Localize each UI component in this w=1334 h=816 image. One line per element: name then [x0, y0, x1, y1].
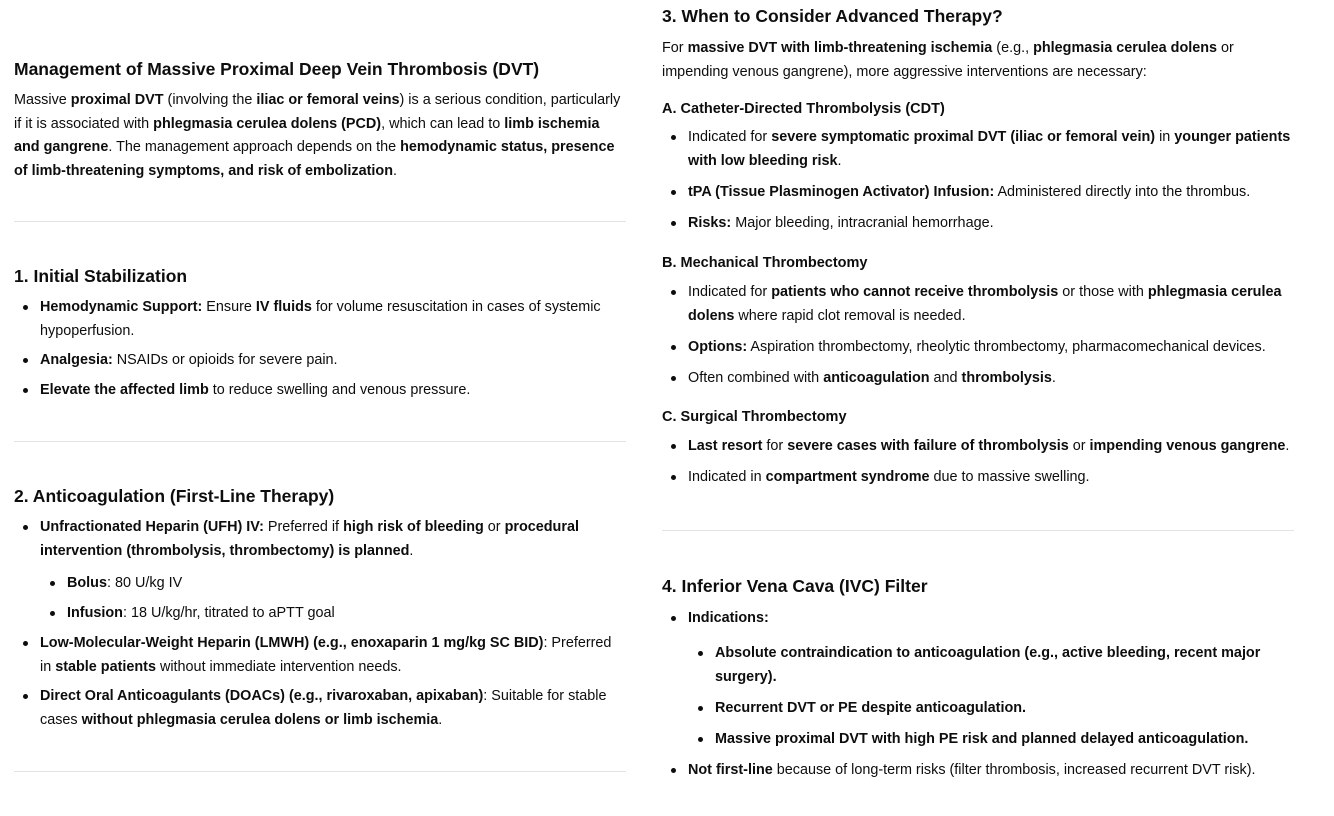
subheading-surgical-thrombectomy: C. Surgical Thrombectomy: [662, 409, 847, 425]
list-item: tPA (Tissue Plasminogen Activator) Infusion: Administered directly into the thrombus.: [688, 181, 1294, 205]
list-item: Risks: Major bleeding, intracranial hemorrhage.: [688, 212, 1294, 236]
list-item: Analgesia: NSAIDs or opioids for severe pain.: [40, 349, 626, 373]
list-item: Last resort for severe cases with failure of thrombolysis or impending venous gangrene.: [688, 435, 1294, 459]
divider: [662, 530, 1294, 531]
sub-list-item: Massive proximal DVT with high PE risk and planned delayed anticoagulation.: [715, 728, 1294, 752]
list-item: Indicated for patients who cannot receive thrombolysis or those with phlegmasia cerulea dolens where rapid clot removal is needed.: [688, 281, 1294, 328]
sub-list-item: Absolute contraindication to anticoagulation (e.g., active bleeding, recent major surgery).: [715, 642, 1294, 689]
list-item: Indicated in compartment syndrome due to massive swelling.: [688, 466, 1294, 490]
section-heading-ivc-filter: 4. Inferior Vena Cava (IVC) Filter: [662, 576, 928, 596]
list-item: Low-Molecular-Weight Heparin (LMWH) (e.g., enoxaparin 1 mg/kg SC BID): Preferred in stable patients without immediate intervention needs.: [40, 632, 626, 679]
list-item: Direct Oral Anticoagulants (DOACs) (e.g., rivaroxaban, apixaban): Suitable for stable cases without phlegmasia cerulea dolens or limb ischemia.: [40, 685, 626, 732]
page-title: Management of Massive Proximal Deep Vein Thrombosis (DVT): [14, 59, 540, 79]
list-item: Options: Aspiration thrombectomy, rheolytic thrombectomy, pharmacomechanical devices.: [688, 336, 1294, 360]
list-item: Indicated for severe symptomatic proximal DVT (iliac or femoral vein) in younger patients with low bleeding risk.: [688, 126, 1294, 173]
section-heading-advanced-therapy: 3. When to Consider Advanced Therapy?: [662, 6, 1003, 26]
list-item: Elevate the affected limb to reduce swelling and venous pressure.: [40, 379, 626, 403]
subheading-mechanical-thrombectomy: B. Mechanical Thrombectomy: [662, 255, 868, 271]
subheading-cdt: A. Catheter-Directed Thrombolysis (CDT): [662, 101, 945, 117]
sub-list-item: Bolus: 80 U/kg IV: [67, 572, 626, 596]
list-item: Not first-line because of long-term risks (filter thrombosis, increased recurrent DVT risk).: [688, 759, 1294, 783]
section-heading-initial-stabilization: 1. Initial Stabilization: [14, 266, 188, 286]
sub-list-item: Recurrent DVT or PE despite anticoagulation.: [715, 697, 1294, 721]
divider: [14, 441, 626, 442]
divider: [14, 221, 626, 222]
list-item: Hemodynamic Support: Ensure IV fluids for volume resuscitation in cases of systemic hypoperfusion.: [40, 296, 626, 343]
intro-paragraph: Massive proximal DVT (involving the iliac or femoral veins) is a serious condition, particularly if it is associated with phlegmasia cerulea dolens (PCD), which can lead to limb ischemia and gangrene. The management approach depends on the hemodynamic status, presence of limb-threatening symptoms, and risk of embolization.: [14, 92, 621, 179]
section-heading-anticoagulation: 2. Anticoagulation (First-Line Therapy): [14, 486, 335, 506]
sub-list-item: Infusion: 18 U/kg/hr, titrated to aPTT goal: [67, 602, 626, 626]
list-item: Often combined with anticoagulation and thrombolysis.: [688, 367, 1294, 391]
list-item: Indications:: [688, 607, 1294, 631]
divider: [14, 771, 626, 772]
advanced-therapy-intro: For massive DVT with limb-threatening ischemia (e.g., phlegmasia cerulea dolens or impending venous gangrene), more aggressive interventions are necessary:: [662, 40, 1234, 80]
list-item: Unfractionated Heparin (UFH) IV: Preferred if high risk of bleeding or procedural intervention (thrombolysis, thrombectomy) is planned.: [40, 516, 626, 563]
